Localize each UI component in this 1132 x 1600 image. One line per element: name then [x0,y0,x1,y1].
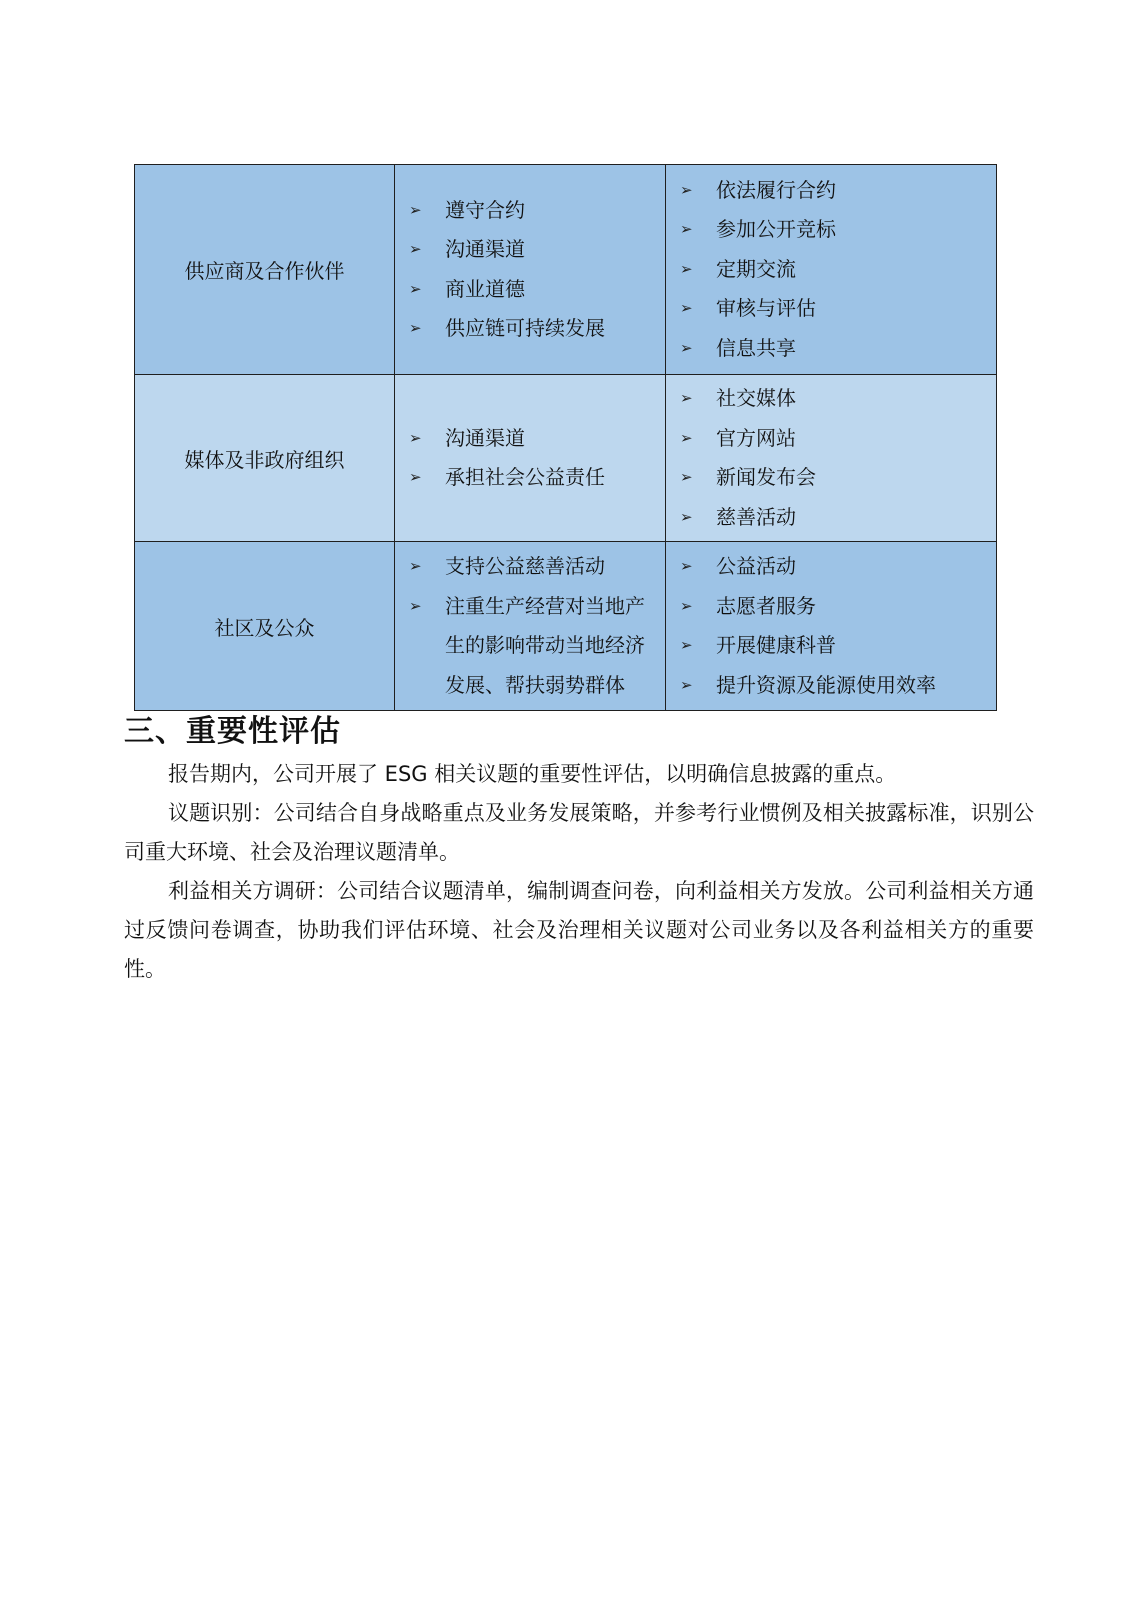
stakeholder-name: 社区及公众 [135,542,395,711]
arrowhead-bullet-icon: ➢ [409,596,422,615]
section-heading: 三、重要性评估 [124,714,341,749]
arrowhead-bullet-icon: ➢ [680,596,693,615]
channels-cell [666,375,997,542]
arrowhead-bullet-icon: ➢ [409,319,422,337]
list-item: ➢ 开展健康科普 [680,626,996,666]
list-item: ➢ 提升资源及能源使用效率 [680,666,996,706]
arrowhead-bullet-icon: ➢ [680,468,693,486]
concerns-cell [395,542,666,711]
arrowhead-bullet-icon: ➢ [680,389,693,407]
table-row [135,165,997,375]
arrowhead-bullet-icon: ➢ [409,428,422,447]
list-item-continuation: 生的影响带动当地经济 [445,633,645,657]
list-item: ➢ 沟通渠道 [409,419,665,459]
arrowhead-bullet-icon: ➢ [680,675,693,694]
arrowhead-bullet-icon: ➢ [409,200,422,219]
list-item: ➢ 审核与评估 [680,289,996,329]
arrowhead-bullet-icon: ➢ [680,220,693,239]
list-item: ➢ 商业道德 [409,270,665,310]
list-item: ➢ 依法履行合约 [680,171,996,211]
stakeholder-name: 供应商及合作伙伴 [135,165,395,375]
concerns-cell [395,375,666,542]
list-item: ➢ 供应链可持续发展 [409,309,665,349]
list-item: ➢ 承担社会公益责任 [409,458,665,498]
list-item: ➢ 沟通渠道 [409,230,665,270]
arrowhead-bullet-icon: ➢ [409,240,422,258]
list-item: ➢ 支持公益慈善活动 [409,547,665,587]
list-item: ➢ 定期交流 [680,250,996,290]
arrowhead-bullet-icon: ➢ [680,338,693,357]
list-item: ➢ 新闻发布会 [680,458,996,498]
paragraph: 报告期内，公司开展了 ESG 相关议题的重要性评估，以明确信息披露的重点。 [168,762,897,786]
table-row [135,542,997,711]
arrowhead-bullet-icon: ➢ [409,468,422,486]
paragraph: 利益相关方调研：公司结合议题清单，编制调查问卷，向利益相关方发放。公司利益相关方通过反馈问卷调查，协助我们评估环境、社会及治理相关议题对公司业务以及各利益相关方的重要性。 [124,879,1034,981]
list-item: ➢ 遵守合约 [409,191,665,231]
concerns-cell [395,165,666,375]
stakeholder-table [134,164,997,711]
arrowhead-bullet-icon: ➢ [680,299,693,318]
arrowhead-bullet-icon: ➢ [680,428,693,447]
list-item: ➢ 参加公开竞标 [680,210,996,250]
list-item-continuation: 发展、帮扶弱势群体 [445,672,625,697]
channels-cell [666,165,997,375]
list-item: ➢ 公益活动 [680,547,996,587]
channels-cell [666,542,997,711]
arrowhead-bullet-icon: ➢ [409,279,422,298]
paragraph: 议题识别：公司结合自身战略重点及业务发展策略，并参考行业惯例及相关披露标准，识别公司重大环境、社会及治理议题清单。 [124,801,1034,864]
list-item: ➢ 慈善活动 [680,498,996,538]
arrowhead-bullet-icon: ➢ [680,636,693,654]
arrowhead-bullet-icon: ➢ [680,259,693,278]
list-item: ➢ 官方网站 [680,419,996,459]
arrowhead-bullet-icon: ➢ [680,557,693,575]
list-item: ➢ 志愿者服务 [680,587,996,627]
table-row [135,375,997,542]
list-item: ➢ 注重生产经营对当地产 [409,587,665,627]
arrowhead-bullet-icon: ➢ [680,180,693,199]
arrowhead-bullet-icon: ➢ [680,507,693,526]
arrowhead-bullet-icon: ➢ [409,557,422,575]
stakeholder-name: 媒体及非政府组织 [135,375,395,542]
list-item: ➢ 社交媒体 [680,379,996,419]
list-item: ➢ 信息共享 [680,329,996,369]
